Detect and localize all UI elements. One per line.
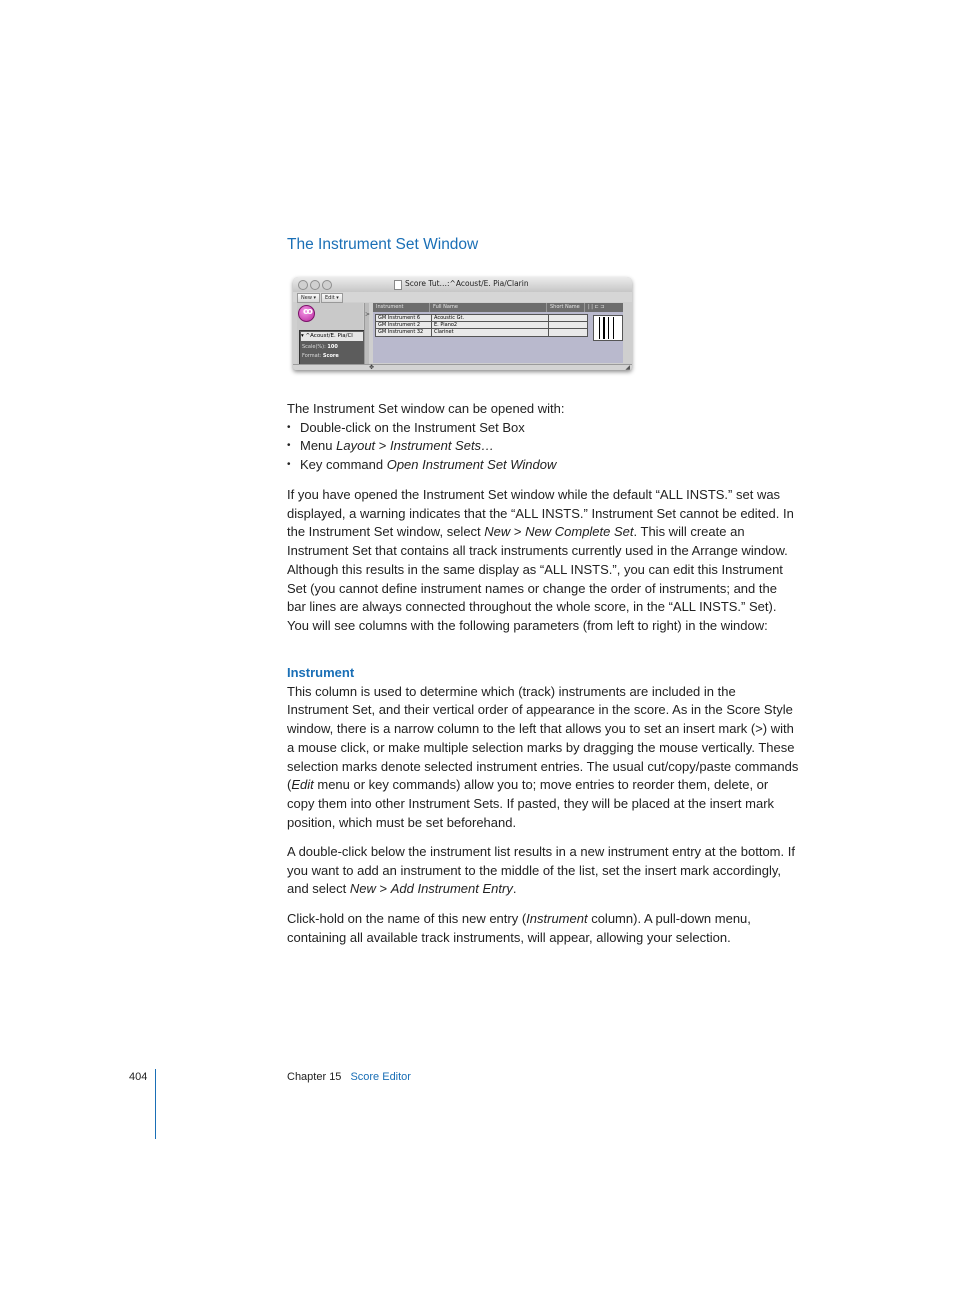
full-name-cell: Clarinet (432, 329, 549, 336)
list-item: • Double-click on the Instrument Set Box (287, 419, 799, 438)
insert-mark: > (365, 311, 371, 318)
paragraph: If you have opened the Instrument Set window while the default “ALL INSTS.” set was displayed, a warning indicates that the “ALL INSTS.” Instrument Set cannot be edited. In the Instrument Set window, select New > New Complete Set. This will create an Instrument Set that contains all track instruments currently used in the Arrange window. Although this results in the same display as “ALL INSTS.”, you can edit this Instrument Set (you cannot define instrument names or change the order of instruments; and the bar lines are always connected throughout the whole score, in the “ALL INSTS.” Set). You will see columns with the following parameters (from left to right) in the window: (287, 487, 794, 633)
subheading: Instrument (287, 665, 355, 680)
link-icon: ꝏ (298, 305, 315, 322)
section-link[interactable]: Score Editor (350, 1071, 411, 1083)
footer-rule (155, 1069, 156, 1139)
edit-menu-button: Edit ▾ (321, 293, 343, 303)
open-methods-list (287, 419, 799, 475)
bracket-column (593, 315, 623, 341)
paragraph: Click-hold on the name of this new entry (Instrument column). A pull-down menu, containing all available track instruments, will appear, allowing your selection. (287, 911, 751, 945)
format-row: Format: Score (302, 353, 339, 359)
close-window-icon (298, 280, 308, 290)
column-header (373, 303, 623, 312)
window-title: Score Tut…:^Acoust/E. Pia/Clarin (405, 279, 529, 288)
set-name-field: ▾ ^Acoust/E. Pia/Cl (301, 332, 363, 341)
table-row (375, 328, 588, 337)
minimize-window-icon (310, 280, 320, 290)
full-name-cell: Acoustic Gt. (432, 315, 549, 322)
section-heading: The Instrument Set Window (287, 236, 479, 253)
instrument-cell: GM Instrument 6 (376, 315, 432, 322)
intro-lead: The Instrument Set window can be opened with: (287, 401, 565, 416)
document-icon (394, 280, 402, 290)
move-icon: ✥ (369, 364, 375, 370)
zoom-window-icon (322, 280, 332, 290)
local-menubar (293, 292, 632, 302)
page-number: 404 (129, 1071, 148, 1083)
column-short-name: Short Name (547, 303, 585, 312)
instrument-section (287, 664, 799, 832)
instrument-cell: GM Instrument 2 (376, 322, 432, 329)
column-instrument: Instrument (373, 303, 430, 312)
window-titlebar (293, 277, 632, 293)
bracket-columns-icon: | | ⊏ ⊐ (588, 304, 605, 310)
paragraph: This column is used to determine which (track) instruments are included in the Instrument Set, and their vertical order of appearance in the score. As in the Score Style window, there is a narrow column to the left that allows you to set an insert mark (>) with a mouse click, or make multiple selection marks by dragging the mouse vertically. These selection marks denote selected instrument entries. The usual cut/copy/paste commands (Edit menu or key commands) allow you to; move entries to reorder them, delete, or copy them into other Instrument Sets. If pasted, they will be placed at the insert mark position, which must be set beforehand. (287, 683, 799, 830)
scale-row: Scale(%): 100 (302, 344, 338, 350)
list-item: • Key command Open Instrument Set Window (287, 456, 799, 475)
paragraph: A double-click below the instrument list results in a new instrument entry at the bottom. If you want to add an instrument to the middle of the list, set the insert mark accordingly, and select New > Add Instrument Entry. (287, 844, 795, 897)
window-statusbar (293, 364, 632, 370)
chapter-label: Chapter 15 (287, 1071, 342, 1083)
footer-chapter (287, 1071, 411, 1083)
list-item: • Menu Layout > Instrument Sets… (287, 437, 799, 456)
instrument-list (373, 303, 623, 363)
resize-grip-icon: ◢ (625, 364, 630, 370)
short-name-cell (549, 329, 587, 336)
full-name-cell: E. Piano2 (432, 322, 549, 329)
intro-block (287, 400, 799, 475)
column-full-name: Full Name (430, 303, 547, 312)
instrument-set-window-screenshot (293, 277, 632, 370)
instrument-cell: GM Instrument 32 (376, 329, 432, 336)
instrument-set-box (299, 330, 365, 367)
new-menu-button: New ▾ (297, 293, 320, 303)
parameter-panel (297, 303, 363, 365)
